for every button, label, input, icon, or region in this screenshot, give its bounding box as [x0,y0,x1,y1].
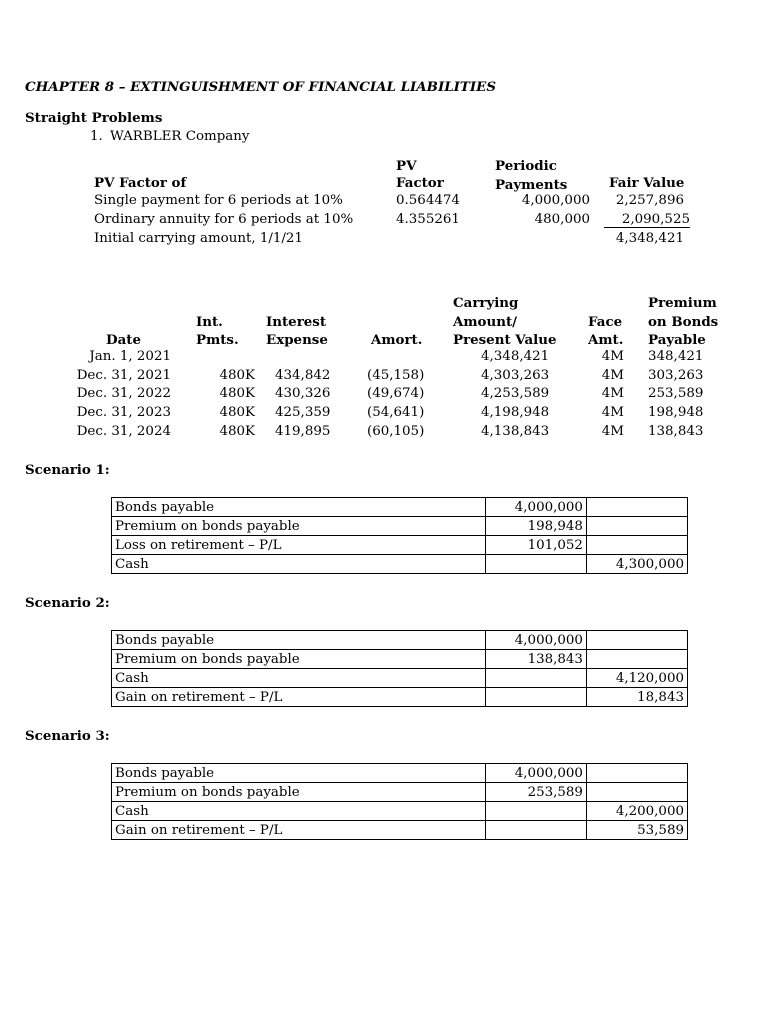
amort-exp: 430,326 [275,386,331,401]
credit [586,764,687,783]
amort-header-prem-2: on Bonds [648,314,719,330]
pv-header-label: PV Factor of [94,175,187,191]
amort-header-face-1: Face [588,314,623,330]
amort-face: 4M [601,405,624,420]
amort-prem: 303,263 [648,368,704,383]
table-row [112,631,688,650]
table-row [112,783,688,802]
table-row [112,650,688,669]
debit: 101,052 [485,536,586,555]
pv-row-payment: 4,000,000 [521,193,590,208]
amort-prem: 198,948 [648,405,704,420]
amort-ca: 4,348,421 [481,349,550,364]
amort-ca: 4,253,589 [481,386,550,401]
amort-header-ca-3: Present Value [453,332,557,348]
pv-row-fair-value: 2,090,525 [604,212,690,228]
pv-header-fair-value: Fair Value [609,175,685,191]
credit [586,517,687,536]
table-row [112,821,688,840]
account: Gain on retirement – P/L [112,688,486,707]
amort-header-date: Date [106,332,141,348]
amort-face: 4M [601,386,624,401]
amort-exp: 434,842 [275,368,331,383]
credit: 4,120,000 [586,669,687,688]
table-row [112,669,688,688]
pv-row-fair-value: 2,257,896 [615,193,684,208]
pv-row-factor: 4.355261 [396,212,460,227]
amort-face: 4M [601,368,624,383]
amort-prem: 253,589 [648,386,704,401]
credit: 4,300,000 [586,555,687,574]
amort-header-face-2: Amt. [588,332,624,348]
debit [485,555,586,574]
amort-date: Dec. 31, 2022 [76,386,171,401]
debit [485,821,586,840]
credit [586,498,687,517]
amort-prem: 348,421 [648,349,704,364]
chapter-title: CHAPTER 8 – EXTINGUISHMENT OF FINANCIAL LIABILITIES [25,79,497,95]
table-row [112,555,688,574]
debit [485,688,586,707]
scenario-1-title: Scenario 1: [25,462,110,478]
amort-header-int-2: Pmts. [196,332,239,348]
credit [586,631,687,650]
amort-header-prem-3: Payable [648,332,706,348]
pv-header-payments-1: Periodic [495,158,557,174]
pv-header-payments-2: Payments [495,177,568,193]
scenario-1-journal-entry [111,497,688,574]
amort-header-exp-1: Interest [266,314,327,330]
debit: 253,589 [485,783,586,802]
account: Cash [112,802,486,821]
credit: 53,589 [586,821,687,840]
scenario-2-title: Scenario 2: [25,595,110,611]
amort-header-ca-1: Carrying [453,295,519,311]
amort-int: 480K [219,386,255,401]
amort-header-amort: Amort. [371,332,423,348]
account: Cash [112,555,486,574]
account: Bonds payable [112,764,486,783]
amort-ca: 4,303,263 [481,368,550,383]
debit [485,669,586,688]
debit: 4,000,000 [485,631,586,650]
account: Premium on bonds payable [112,783,486,802]
amort-date: Jan. 1, 2021 [89,349,171,364]
table-row [112,498,688,517]
amort-exp: 419,895 [275,424,331,439]
debit [485,802,586,821]
problem-number: 1. [90,129,103,144]
scenario-2-journal-entry [111,630,688,707]
pv-row-label: Initial carrying amount, 1/1/21 [94,231,303,246]
amort-amort: (45,158) [367,368,425,383]
account: Premium on bonds payable [112,517,486,536]
debit: 138,843 [485,650,586,669]
table-row [112,536,688,555]
debit: 198,948 [485,517,586,536]
scenario-3-journal-entry [111,763,688,840]
amort-int: 480K [219,424,255,439]
amort-exp: 425,359 [275,405,331,420]
problem-company: WARBLER Company [110,129,250,144]
amort-int: 480K [219,368,255,383]
account: Gain on retirement – P/L [112,821,486,840]
amort-ca: 4,198,948 [481,405,550,420]
account: Bonds payable [112,498,486,517]
account: Bonds payable [112,631,486,650]
credit: 4,200,000 [586,802,687,821]
account: Premium on bonds payable [112,650,486,669]
amort-amort: (60,105) [367,424,425,439]
amort-face: 4M [601,349,624,364]
credit [586,783,687,802]
pv-header-factor-2: Factor [396,175,444,191]
pv-row-payment: 480,000 [534,212,590,227]
amort-date: Dec. 31, 2023 [76,405,171,420]
credit [586,536,687,555]
amort-header-ca-2: Amount/ [453,314,518,330]
table-row [112,802,688,821]
amort-int: 480K [219,405,255,420]
amort-header-int-1: Int. [196,314,223,330]
amort-ca: 4,138,843 [481,424,550,439]
account: Loss on retirement – P/L [112,536,486,555]
table-row [112,688,688,707]
pv-row-label: Ordinary annuity for 6 periods at 10% [94,212,354,227]
amort-face: 4M [601,424,624,439]
table-row [112,517,688,536]
debit: 4,000,000 [485,498,586,517]
amort-header-prem-1: Premium [648,295,717,311]
pv-header-factor-1: PV [396,158,417,174]
amort-date: Dec. 31, 2024 [76,424,171,439]
amort-prem: 138,843 [648,424,704,439]
amort-amort: (54,641) [367,405,425,420]
section-title: Straight Problems [25,110,163,126]
credit: 18,843 [586,688,687,707]
pv-row-factor: 0.564474 [396,193,460,208]
scenario-3-title: Scenario 3: [25,728,110,744]
amort-header-exp-2: Expense [266,332,328,348]
pv-row-label: Single payment for 6 periods at 10% [94,193,343,208]
amort-date: Dec. 31, 2021 [76,368,171,383]
table-row [112,764,688,783]
pv-row-fair-value: 4,348,421 [615,231,684,246]
debit: 4,000,000 [485,764,586,783]
amort-amort: (49,674) [367,386,425,401]
credit [586,650,687,669]
account: Cash [112,669,486,688]
